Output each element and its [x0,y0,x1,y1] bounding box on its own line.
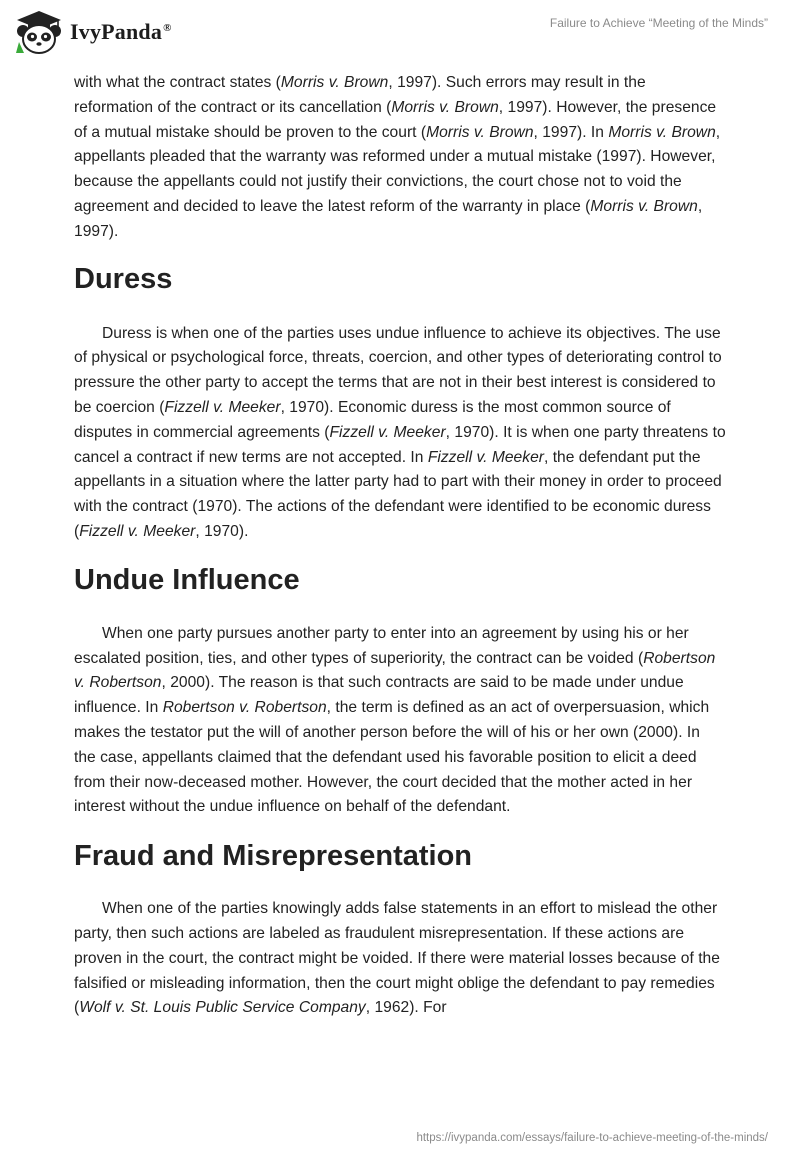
paragraph-undue-influence: When one party pursues another party to enter into an agreement by using his or her escalated position, ties, and other types of superiority, the contract can be voided (Robertson v. Robertson, 2000). The reason is that such contracts are said to be made under undue influence. In Robertson v. Robertson, the term is defined as an act of overpersuasion, which makes the testator put the will of another person before the will of his or her own (2000). In the case, appellants claimed that the defendant used his favorable position to elicit a deed from their now-deceased mother. However, the court decided that the mother acted in her interest without the undue influence on behalf of the defendant. [74,624,716,816]
panda-logo-icon [14,9,64,55]
heading-fraud-misrepresentation: Fraud and Misrepresentation [74,840,473,873]
paragraph-mutual-mistake: with what the contract states (Morris v. Brown, 1997). Such errors may result in the reformation of the contract or its cancellation (Morris v. Brown, 1997). However, the presence of a mutual mistake should be proven to the court (Morris v. Brown, 1997). In Morris v. Brown, appellants pleaded that the warranty was reformed under a mutual mistake (1997). However, because the appellants could not justify their convictions, the court chose not to void the agreement and decided to leave the latest reform of the warranty in place (Morris v. Brown, 1997). [74,74,721,240]
site-logo[interactable] [14,9,172,55]
paragraph-duress: Duress is when one of the parties uses undue influence to achieve its objectives. The use of physical or psychological force, threats, coercion, and other types of deteriorating control to pressure the other party to accept the terms that are not in their best interest is considered to be coercion (Fizzell v. Meeker, 1970). Economic duress is the most common source of disputes in commercial agreements (Fizzell v. Meeker, 1970). It is when one party threatens to cancel a contract if new terms are not accepted. In Fizzell v. Meeker, the defendant put the appellants in a situation where the latter party had to part with their money in order to proceed with the contract (1970). The actions of the defendant were identified to be economic duress (Fizzell v. Meeker, 1970). [74,324,726,540]
heading-duress: Duress [74,262,173,295]
paragraph-fraud: When one of the parties knowingly adds false statements in an effort to mislead the other party, then such actions are labeled as fraudulent misrepresentation. If these actions are proven in the court, the contract might be voided. If there were material losses because of the falsified or misleading information, then the court might oblige the defendant to pay remedies (Wolf v. St. Louis Public Service Company, 1962). For [74,900,720,1017]
document-title: Failure to Achieve “Meeting of the Minds” [549,16,768,30]
brand-name: IvyPanda® [70,19,172,44]
essay-body [74,71,726,1021]
heading-undue-influence: Undue Influence [74,563,300,596]
page-header [0,0,800,64]
source-url[interactable]: https://ivypanda.com/essays/failure-to-achieve-meeting-of-the-minds/ [416,1132,768,1144]
